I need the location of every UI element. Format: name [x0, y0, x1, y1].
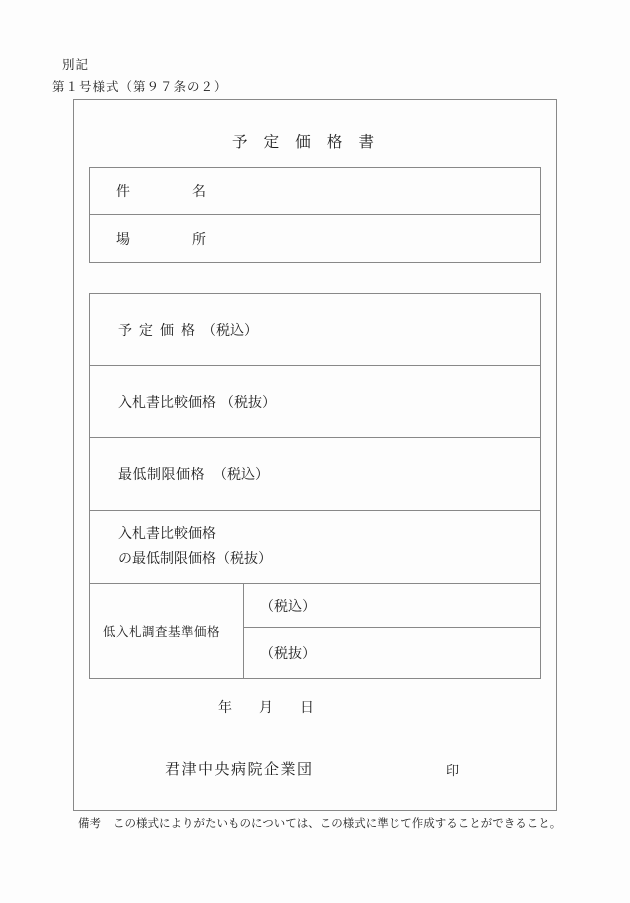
low-bid-investigation-label: 低入札調査基準価格: [103, 624, 221, 639]
price-row-minimum-limit: [90, 438, 540, 511]
date-line: [218, 697, 314, 717]
price-row-bid-comparison: [90, 366, 540, 438]
document-title-text: 予定価格書: [232, 133, 374, 151]
form-annotation: 別記: [62, 57, 90, 72]
price-row-minimum-limit-label: 最低制限価格: [118, 467, 205, 483]
price-row-bid-comparison-minimum-line2: の最低制限価格（税抜）: [118, 551, 272, 567]
low-bid-investigation-label-cell: [90, 584, 244, 678]
price-row-bid-comparison-suffix: （税抜）: [220, 394, 276, 411]
price-table: [89, 293, 541, 679]
price-row-estimated-price-label: 予定価格: [118, 322, 202, 339]
low-bid-tax-excluded-cell: [244, 628, 540, 678]
info-table: [89, 167, 541, 263]
price-row-bid-comparison-minimum-line1: 入札書比較価格: [118, 526, 216, 542]
price-row-estimated-price: [90, 294, 540, 366]
info-row-location-label: 場所: [116, 231, 206, 248]
price-row-bid-comparison-label: 入札書比較価格: [118, 394, 216, 411]
remarks-label: 備考: [78, 816, 101, 830]
info-row-location: [90, 215, 540, 262]
low-bid-tax-included-label: （税込）: [260, 598, 316, 615]
info-row-name-label: 件名: [116, 184, 206, 200]
low-bid-tax-included-cell: [244, 584, 540, 628]
document-title: [232, 130, 374, 152]
issuer-name: 君津中央病院企業団: [165, 760, 314, 778]
remarks: [78, 815, 578, 831]
date-line-text: 年月日: [218, 700, 314, 716]
remarks-text: この様式によりがたいものについては、この様式に準じて作成することができること。: [113, 816, 562, 830]
price-row-bid-comparison-minimum-label: [118, 522, 272, 572]
info-row-name: [90, 168, 540, 215]
seal-mark: 印: [446, 764, 460, 779]
price-row-estimated-price-suffix: （税込）: [202, 322, 258, 339]
price-row-low-bid-investigation: [90, 584, 540, 678]
form-number: 第１号様式（第９７条の２）: [52, 79, 228, 94]
price-row-bid-comparison-minimum: [90, 511, 540, 584]
form-border: [73, 99, 557, 811]
low-bid-tax-excluded-label: （税抜）: [260, 646, 316, 662]
price-row-minimum-limit-suffix: （税込）: [213, 467, 269, 483]
low-bid-investigation-value-cells: [244, 584, 540, 678]
